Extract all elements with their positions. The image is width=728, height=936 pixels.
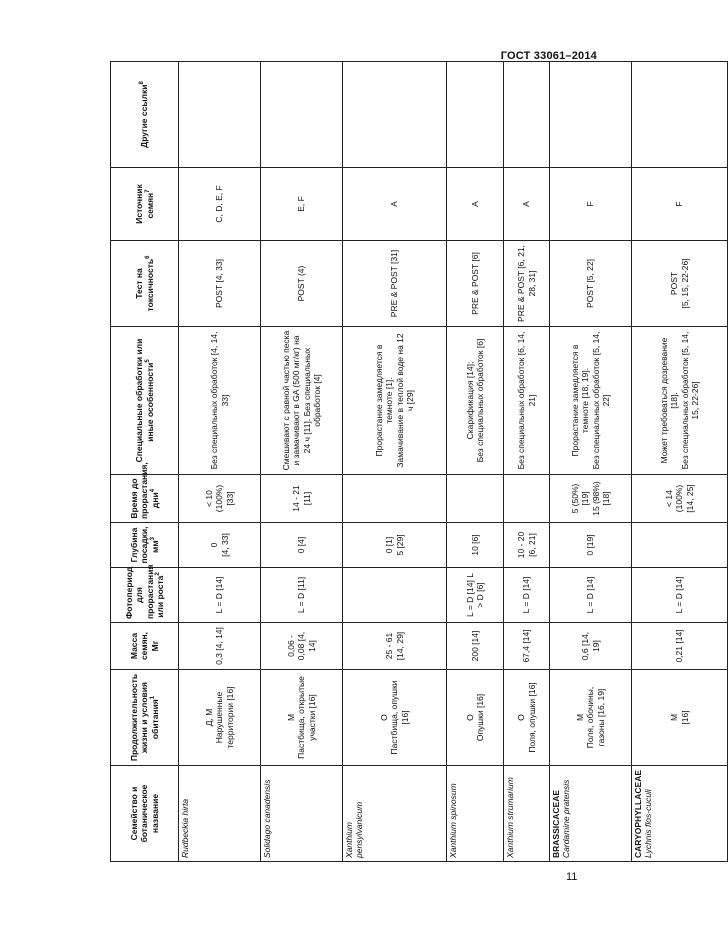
column-header xyxy=(111,564,179,623)
test-cell: POST [4, 33] xyxy=(179,241,261,327)
photo-cell: L = D [14] xyxy=(632,568,728,623)
time-cell xyxy=(447,475,504,523)
time-cell xyxy=(504,475,550,523)
refs-cell xyxy=(504,62,550,168)
column-header-text: Глубина посадки, мм xyxy=(128,526,160,564)
table-body xyxy=(179,62,728,862)
time-cell xyxy=(343,475,447,523)
column-header xyxy=(111,623,179,670)
botanical-name: Solidago canadensis xyxy=(262,779,272,858)
source-cell: E, F xyxy=(261,168,343,241)
column-header-text: Тест на токсичность xyxy=(134,258,155,312)
species-name-cell xyxy=(261,766,343,862)
botanical-name: Xanthium strumarium xyxy=(505,777,515,858)
time-cell: < 10 (100%) [33] xyxy=(179,475,261,523)
special-cell: Может требоваться дозревание [18]. Без специальных обработок [5, 14, 15, 22-26] xyxy=(632,327,728,475)
table-row xyxy=(632,62,728,862)
page-number: 11 xyxy=(566,871,578,883)
table-row xyxy=(261,62,343,862)
special-cell: Прорастание замедляется в темноте [18, 19]. Без специальных обработок [5, 14, 22] xyxy=(550,327,632,475)
botanical-name: Xanthium spinosum xyxy=(448,783,458,858)
life-cell: О Поля, опушки [16] xyxy=(504,670,550,766)
column-header xyxy=(111,523,179,568)
life-cell: О Опушки [16] xyxy=(447,670,504,766)
special-cell: Без специальных обработок [4, 14, 33] xyxy=(179,327,261,475)
life-cell: О Пастбища, опушки [16] xyxy=(343,670,447,766)
depth-cell: 0 [1] 5 [29] xyxy=(343,523,447,568)
depth-cell: 0 [4] xyxy=(261,523,343,568)
refs-cell xyxy=(179,62,261,168)
photo-cell: L = D [14] L > D [6] xyxy=(447,568,504,623)
test-cell: PRE & POST [6, 21, 28, 31] xyxy=(504,241,550,327)
botanical-name: Lychnis flos-cuculi xyxy=(643,789,654,858)
source-cell: A xyxy=(504,168,550,241)
rotated-table-content xyxy=(110,62,700,862)
species-name-cell xyxy=(343,766,447,862)
header-row xyxy=(111,62,179,862)
footnote-marker: 3 xyxy=(149,537,156,541)
mass-cell: 0,6 [14, 19] xyxy=(550,623,632,670)
footnote-marker: 5 xyxy=(144,359,151,363)
footnote-marker: 2 xyxy=(155,572,162,576)
botanical-name: Rudbeckia hirta xyxy=(180,798,190,858)
footnote-marker: 4 xyxy=(149,488,156,493)
column-header-text: Масса семян, Мг xyxy=(128,631,160,661)
column-header-text: Семейство и ботаническое название xyxy=(128,784,160,843)
footnote-marker: 6 xyxy=(144,255,151,259)
column-header xyxy=(111,241,179,327)
refs-cell xyxy=(550,62,632,168)
column-header-text: Источник семян xyxy=(134,184,155,224)
table-row xyxy=(343,62,447,862)
footnote-marker: 1 xyxy=(149,695,156,700)
column-header-text: Другие ссылки xyxy=(139,84,150,148)
mass-cell: 0,3 [4, 14] xyxy=(179,623,261,670)
mass-cell: 0,21 [14] xyxy=(632,623,728,670)
refs-cell xyxy=(632,62,728,168)
depth-cell: 0 [19] xyxy=(550,523,632,568)
time-cell: 14 - 21 [11] xyxy=(261,475,343,523)
refs-cell xyxy=(343,62,447,168)
family-name: CARYOPHYLLACEAE xyxy=(633,770,643,858)
refs-cell xyxy=(447,62,504,168)
rotated-table-frame xyxy=(110,62,700,862)
photo-cell: L = D [14] xyxy=(179,568,261,623)
mass-cell: 25 - 61 [14, 29] xyxy=(343,623,447,670)
life-cell: М Пастбища, открытые участки [16] xyxy=(261,670,343,766)
time-cell: 5 (50%) [19] 15 (98%) [18] xyxy=(550,475,632,523)
species-name-cell xyxy=(550,766,632,862)
source-cell: A xyxy=(343,168,447,241)
life-cell: М [16] xyxy=(632,670,728,766)
column-header-text: Специальные обработки или иные особенности xyxy=(134,338,155,463)
test-cell: POST [5, 15, 22-26] xyxy=(632,241,728,327)
species-name-cell xyxy=(504,766,550,862)
refs-cell xyxy=(261,62,343,168)
test-cell: PRE & POST [31] xyxy=(343,241,447,327)
footnote-marker: 7 xyxy=(144,189,151,193)
photo-cell xyxy=(343,568,447,623)
depth-cell xyxy=(632,523,728,568)
table-row xyxy=(179,62,261,862)
table-row xyxy=(447,62,504,862)
species-name-cell xyxy=(179,766,261,862)
botanical-name: Xanthium pensylvanicum xyxy=(344,801,365,858)
depth-cell: 10 - 20 [6, 21] xyxy=(504,523,550,568)
photo-cell: L = D [14] xyxy=(550,568,632,623)
test-cell: POST [5, 22] xyxy=(550,241,632,327)
footnote-marker: 8 xyxy=(139,81,146,85)
source-cell: C, D, E, F xyxy=(179,168,261,241)
column-header xyxy=(111,62,179,168)
standard-number: ГОСТ 33061–2014 xyxy=(500,50,597,62)
family-name: BRASSICACEAE xyxy=(551,789,561,858)
table-row xyxy=(504,62,550,862)
source-cell: F xyxy=(632,168,728,241)
photo-cell: L = D [14] xyxy=(504,568,550,623)
mass-cell: 67,4 [14] xyxy=(504,623,550,670)
column-header xyxy=(111,670,179,766)
source-cell: F xyxy=(550,168,632,241)
source-cell: A xyxy=(447,168,504,241)
column-header xyxy=(111,168,179,241)
species-name-cell xyxy=(447,766,504,862)
column-header-text: Фотопериод для прорастания или роста xyxy=(123,564,165,619)
special-cell: Без специальных обработок [6, 14, 21] xyxy=(504,327,550,475)
table-row xyxy=(550,62,632,862)
special-cell: Прорастание замедляется в темноте [1]. Замачивание в теплой воде на 12 ч [29] xyxy=(343,327,447,475)
mass-cell: 200 [14] xyxy=(447,623,504,670)
column-header-text: Продолжительность жизни и условия обитания xyxy=(128,673,160,762)
column-header xyxy=(111,327,179,475)
photo-cell: L = D [11] xyxy=(261,568,343,623)
species-name-cell xyxy=(632,766,728,862)
mass-cell: 0,06 - 0,08 [4, 14] xyxy=(261,623,343,670)
test-cell: POST (4) xyxy=(261,241,343,327)
botanical-name: Cardamine pratensis xyxy=(561,779,572,858)
column-header xyxy=(111,462,179,523)
time-cell: < 14 (100%) [14, 25] xyxy=(632,475,728,523)
test-cell: PRE & POST [6] xyxy=(447,241,504,327)
life-cell: Д, М Нарушенные территории [16] xyxy=(179,670,261,766)
column-header-text: Время до прорастания, дни xyxy=(128,462,160,519)
special-cell: Скарификация [14]; Без специальных обработок [6] xyxy=(447,327,504,475)
depth-cell: 0 [4, 33] xyxy=(179,523,261,568)
species-table xyxy=(110,61,728,862)
special-cell: Смешивают с равной частью песка и замачивают в GA (500 мг/кг) на 24 ч [11]. Без специальных обработок [4] xyxy=(261,327,343,475)
depth-cell: 10 [6] xyxy=(447,523,504,568)
column-header xyxy=(111,766,179,862)
life-cell: М Поля, обочины, газоны [16, 19] xyxy=(550,670,632,766)
